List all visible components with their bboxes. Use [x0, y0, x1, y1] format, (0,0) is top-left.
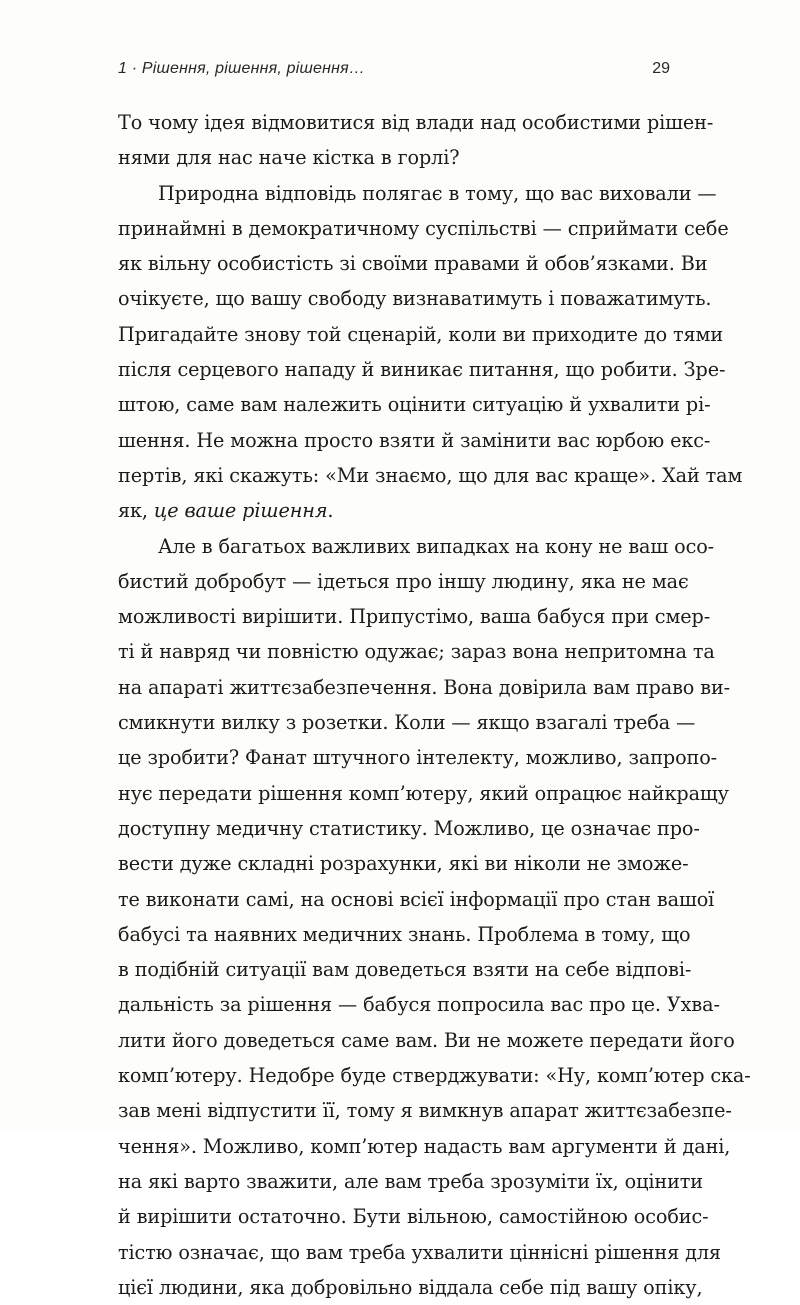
text-line: нує передати рішення комп’ютеру, який опрацює найкращу — [118, 781, 729, 805]
text-line: смикнути вилку з розетки. Коли — якщо взагалі треба — — [118, 711, 696, 735]
text-line: Пригадайте знову той сценарій, коли ви приходите до тями — [118, 322, 724, 346]
page-number: 29 — [652, 60, 670, 77]
text-line — [118, 493, 672, 528]
running-head — [118, 60, 670, 84]
text-line: очікуєте, що вашу свободу визнаватимуть і поважатимуть. — [118, 287, 712, 311]
text-span: . — [327, 499, 334, 523]
text-line: доступну медичну статистику. Можливо, це означає про- — [118, 816, 700, 840]
text-line: бистий добробут — ідеться про іншу людину, яка не має — [118, 569, 689, 593]
text-line: пертів, які скажуть: «Ми знаємо, що для вас краще». Хай там — [118, 463, 743, 487]
text-line: на які варто зважити, але вам треба зрозуміти їх, оцінити — [118, 1169, 703, 1193]
text-line: тістю означає, що вам треба ухвалити ціннісні рішення для — [118, 1240, 721, 1264]
text-line: це зробити? Фанат штучного інтелекту, можливо, запропо- — [118, 746, 718, 770]
text-line: ті й навряд чи повністю одужає; зараз вона непритомна та — [118, 640, 715, 664]
text-line: після серцевого нападу й виникає питання, що робити. Зре- — [118, 358, 726, 382]
text-line: в подібній ситуації вам доведеться взяти на себе відпові- — [118, 958, 692, 982]
text-line: шення. Не можна просто взяти й замінити вас юрбою екс- — [118, 428, 711, 452]
text-line: на апараті життєзабезпечення. Вона довірила вам право ви- — [118, 675, 731, 699]
italic-phrase: це ваше рішення — [153, 499, 328, 523]
text-line: дальність за рішення — бабуся попросила вас про це. Ухва- — [118, 993, 720, 1017]
text-line: як вільну особистість зі своїми правами й обов’язками. Ви — [118, 252, 708, 276]
text-line: штою, саме вам належить оцінити ситуацію й ухвалити рі- — [118, 393, 711, 417]
text-line: чення». Можливо, комп’ютер надасть вам аргументи й дані, — [118, 1134, 731, 1158]
text-line: То чому ідея відмовитися від влади над особистими рішен- — [118, 111, 714, 134]
text-line: принаймні в демократичному суспільстві — сприймати себе — [118, 216, 729, 240]
text-line: зав мені відпустити її, тому я вимкнув апарат життєзабезпе- — [118, 1099, 732, 1123]
text-line: Природна відповідь полягає в тому, що вас виховали — — [158, 181, 717, 205]
text-line: й вирішити остаточно. Бути вільною, самостійною особис- — [118, 1205, 709, 1229]
text-line: бабусі та наявних медичних знань. Проблема в тому, що — [118, 922, 691, 946]
text-line: нями для нас наче кістка в горлі? — [118, 146, 460, 170]
body-text — [118, 105, 751, 1305]
text-line: можливості вирішити. Припустімо, ваша бабуся при смер- — [118, 605, 711, 629]
text-line: те виконати самі, на основі всієї інформації про стан вашої — [118, 887, 715, 911]
text-line: лити його доведеться саме вам. Ви не можете передати його — [118, 1028, 735, 1052]
text-line: комп’ютеру. Недобре буде стверджувати: «Ну, комп’ютер ска- — [118, 1064, 751, 1088]
text-line: вести дуже складні розрахунки, які ви ніколи не зможе- — [118, 852, 689, 876]
text-span: як, — [118, 499, 148, 523]
chapter-title: 1 · Рішення, рішення, рішення… — [118, 60, 366, 77]
text-line: Але в багатьох важливих випадках на кону не ваш осо- — [158, 534, 715, 558]
text-line: цієї людини, яка добровільно віддала себе під вашу опіку, — [118, 1275, 703, 1299]
